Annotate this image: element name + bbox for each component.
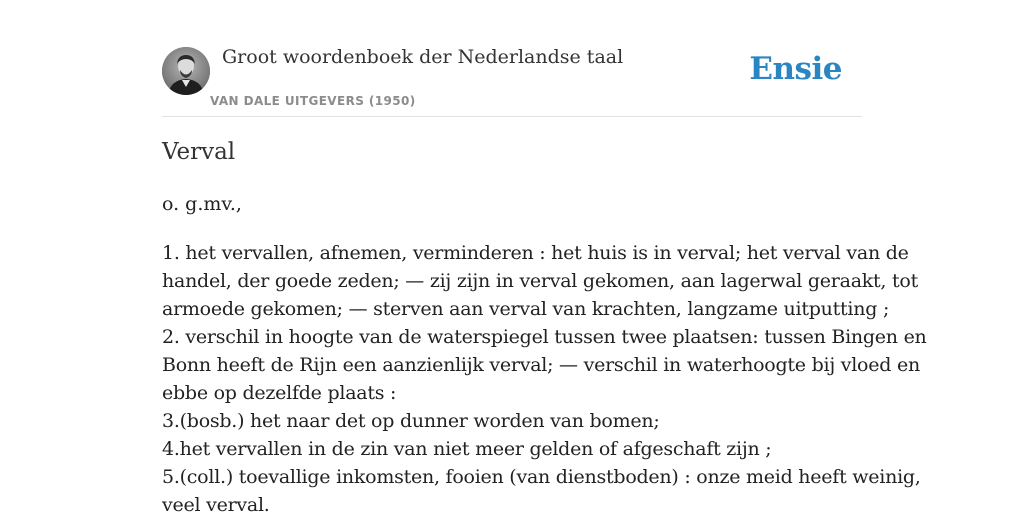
definition-line: ebbe op dezelfde plaats : bbox=[162, 382, 397, 404]
definition-line: armoede gekomen; — sterven aan verval van krachten, langzame uitputting ; bbox=[162, 298, 890, 320]
author-portrait-avatar[interactable] bbox=[162, 47, 210, 95]
entry-grammar: o. g.mv., bbox=[162, 193, 242, 215]
definition-line: veel verval. bbox=[162, 494, 270, 516]
definition-line: 3.(bosb.) het naar det op dunner worden van bomen; bbox=[162, 410, 660, 432]
definition-line: 2. verschil in hoogte van de waterspiegel tussen twee plaatsen: tussen Bingen en bbox=[162, 326, 927, 348]
portrait-icon bbox=[162, 47, 210, 95]
definition-line: 1. het vervallen, afnemen, verminderen : het huis is in verval; het verval van de bbox=[162, 242, 909, 264]
definition-line: handel, der goede zeden; — zij zijn in verval gekomen, aan lagerwal geraakt, tot bbox=[162, 270, 918, 292]
ensie-logo[interactable]: Ensie bbox=[749, 51, 842, 87]
page-container bbox=[162, 0, 927, 516]
dictionary-header bbox=[162, 0, 862, 117]
entry-headword: Verval bbox=[162, 139, 236, 165]
definition-line: 5.(coll.) toevallige inkomsten, fooien (van dienstboden) : onze meid heeft weinig, bbox=[162, 466, 921, 488]
definition-line: Bonn heeft de Rijn een aanzienlijk verval; — verschil in waterhoogte bij vloed en bbox=[162, 354, 920, 376]
entry-definitions bbox=[162, 239, 927, 519]
publisher-label: VAN DALE UITGEVERS (1950) bbox=[210, 94, 416, 108]
book-title-link[interactable]: Groot woordenboek der Nederlandse taal bbox=[222, 46, 624, 68]
definition-line: 4.het vervallen in de zin van niet meer gelden of afgeschaft zijn ; bbox=[162, 438, 772, 460]
